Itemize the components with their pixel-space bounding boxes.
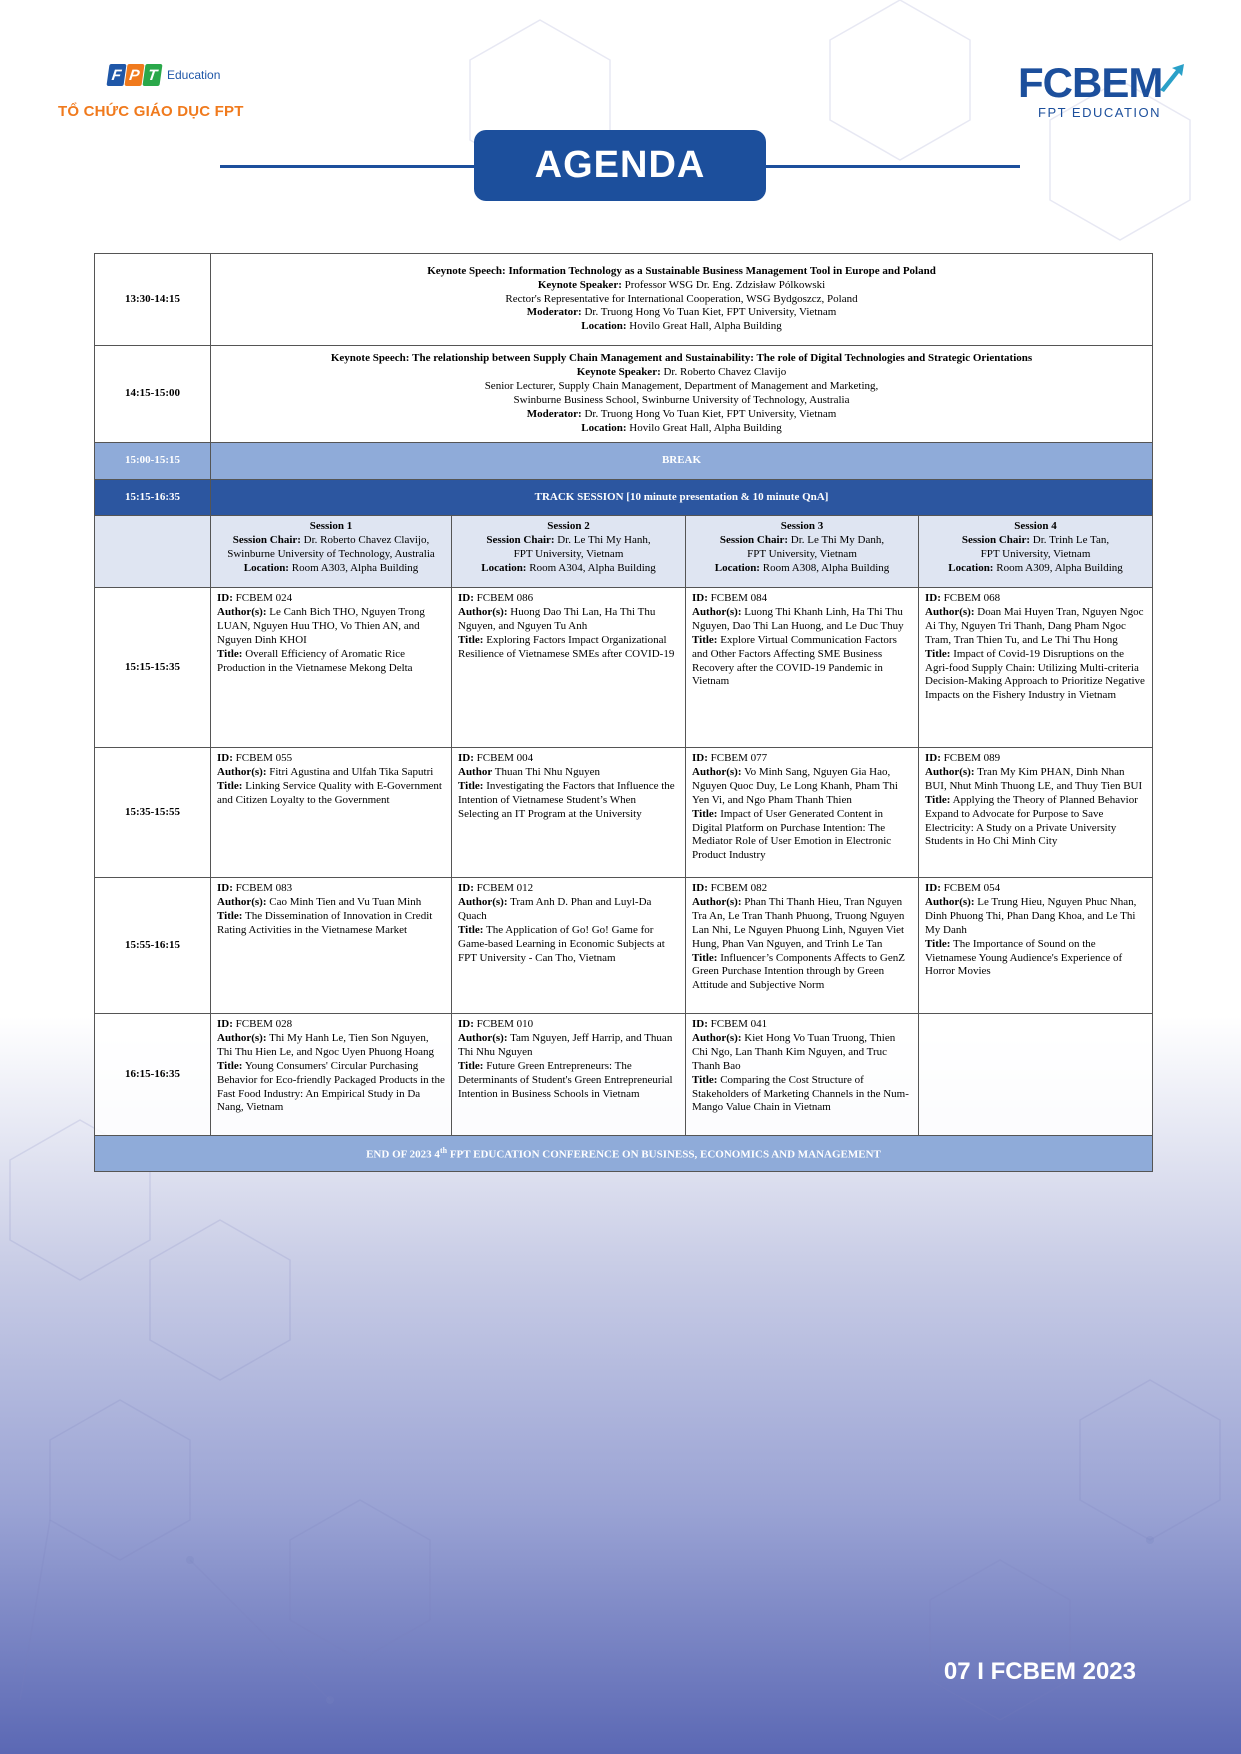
paper-cell: ID: FCBEM 024 Author(s): Le Canh Bich THO, Nguyen Trong LUAN, Nguyen Huu THO, Vo Thien AN, and Nguyen Dinh KHOI Title: Overall Efficiency of Aromatic Rice Production in the Vietnamese Mekong Delta (211, 588, 452, 748)
session-header-row (95, 516, 1153, 588)
speaker-affiliation: Rector's Representative for International Cooperation, WSG Bydgoszcz, Poland (505, 292, 858, 305)
fpt-tile-f: F (106, 64, 126, 86)
paper-authors: Vo Minh Sang, Nguyen Gia Hao, Nguyen Quoc Duy, Le Long Khanh, Pham Thi Yen Vi, and Ngo Pham Thanh Thien (692, 765, 898, 806)
session-header: Session 1 Session Chair: Dr. Roberto Chavez Clavijo, Swinburne University of Technology, Australia Location: Room A303, Alpha Building (211, 516, 452, 588)
keynote-title: The relationship between Supply Chain Management and Sustainability: The role of Digital Technologies and Strategic Orientations (412, 352, 1033, 365)
paper-cell: ID: FCBEM 089 Author(s): Tran My Kim PHAN, Dinh Nhan BUI, Nhut Minh Thuong LE, and Thuy Tien BUI Title: Applying the Theory of Planned Behavior Expand to Advocate for Purpose to Save Electricity: A Study on a Private University Students in Ho Chi Minh City (919, 748, 1153, 878)
keynote-row (95, 346, 1153, 443)
paper-title: Applying the Theory of Planned Behavior Expand to Advocate for Purpose to Save Electricity: A Study on a Private University Students in Ho Chi Minh City (925, 793, 1138, 848)
session-location: Room A304, Alpha Building (529, 561, 656, 574)
time-cell: 15:00-15:15 (95, 443, 211, 480)
organization-name: TỔ CHỨC GIÁO DỤC FPT (58, 103, 244, 120)
paper-title: Overall Efficiency of Aromatic Rice Production in the Vietnamese Mekong Delta (217, 647, 413, 674)
paper-id: FCBEM 089 (943, 752, 1001, 764)
paper-cell: ID: FCBEM 028 Author(s): Thi My Hanh Le, Tien Son Nguyen, Thi Thu Hien Le, and Ngoc Uyen Phuong Hoang Title: Young Consumers' Circular Purchasing Behavior for Eco-friendly Packaged Products in the Fast Food Industry: An Empirical Study in Da Nang, Vietnam (211, 1014, 452, 1136)
paper-authors: Tran My Kim PHAN, Dinh Nhan BUI, Nhut Minh Thuong LE, and Thuy Tien BUI (925, 765, 1143, 792)
session-header: Session 2 Session Chair: Dr. Le Thi My Hanh, FPT University, Vietnam Location: Room A304, Alpha Building (452, 516, 686, 588)
fpt-education-logo (108, 64, 220, 86)
paper-cell: ID: FCBEM 086 Author(s): Huong Dao Thi Lan, Ha Thi Thu Nguyen, and Nguyen Tu Anh Title: Exploring Factors Impact Organizational Resilience of Vietnamese SMEs after COVID-19 (452, 588, 686, 748)
session-chair: Dr. Le Thi My Danh, (790, 533, 885, 546)
paper-title: Investigating the Factors that Influence the Intention of Vietnamese Student’s When Selecting an IT Program at the University (458, 779, 675, 820)
fcbem-logo (1018, 59, 1163, 120)
moderator: Dr. Truong Hong Vo Tuan Kiet, FPT University, Vietnam (584, 306, 837, 319)
paper-cell: ID: FCBEM 041 Author(s): Kiet Hong Vo Tuan Truong, Thien Chi Ngo, Lan Thanh Kim Nguyen, and Truc Thanh Bao Title: Comparing the Cost Structure of Stakeholders of Marketing Channels in the Num-Mango Value Chain in Vietnam (686, 1014, 919, 1136)
paper-title: The Dissemination of Innovation in Credit Rating Activities in the Vietnamese Market (217, 909, 433, 936)
paper-id: FCBEM 082 (710, 882, 768, 894)
paper-authors: Thuan Thi Nhu Nguyen (494, 765, 600, 778)
session-chair: Dr. Trinh Le Tan, (1032, 533, 1110, 546)
session-header: Session 4 Session Chair: Dr. Trinh Le Tan, FPT University, Vietnam Location: Room A309, Alpha Building (919, 516, 1153, 588)
paper-id: FCBEM 086 (476, 592, 534, 604)
break-row (95, 443, 1153, 480)
paper-authors: Le Canh Bich THO, Nguyen Trong LUAN, Nguyen Huu THO, Vo Thien AN, and Nguyen Dinh KHOI (217, 605, 425, 646)
speaker-affiliation: Senior Lecturer, Supply Chain Management, Department of Management and Marketing, (484, 380, 879, 393)
empty-cell (95, 516, 211, 588)
brand-main: FCBEM (1018, 59, 1163, 106)
fpt-tile-p: P (124, 64, 144, 86)
paper-title: Future Green Entrepreneurs: The Determinants of Student's Green Entrepreneurial Intention in Business Schools in Vietnam (458, 1059, 673, 1100)
break-label: BREAK (211, 443, 1153, 480)
session-name: Session 1 (309, 520, 353, 532)
session-location: Room A309, Alpha Building (996, 561, 1123, 574)
paper-cell: ID: FCBEM 083 Author(s): Cao Minh Tien and Vu Tuan Minh Title: The Dissemination of Innovation in Credit Rating Activities in the Vietnamese Market (211, 878, 452, 1014)
paper-authors: Tram Anh D. Phan and Luyl-Da Quach (458, 895, 652, 922)
agenda-table (94, 253, 1153, 1172)
arrow-up-icon (1158, 62, 1186, 92)
page-title: AGENDA (474, 130, 766, 201)
session-affiliation: FPT University, Vietnam (980, 547, 1091, 560)
session-name: Session 2 (547, 520, 590, 532)
paper-row (95, 588, 1153, 748)
brand-sub: FPT EDUCATION (1038, 105, 1162, 120)
paper-title: Influencer’s Components Affects to GenZ Green Purchase Intention through by Green Attitude and Subjective Norm (692, 951, 905, 992)
paper-authors: Fitri Agustina and Ulfah Tika Saputri (269, 765, 434, 778)
paper-cell: ID: FCBEM 054 Author(s): Le Trung Hieu, Nguyen Phuc Nhan, Dinh Phuong Thi, Phan Dang Khoa, and Le Thi My Danh Title: The Importance of Sound on the Vietnamese Young Audience's Experience of Horror Movies (919, 878, 1153, 1014)
time-cell: 15:35-15:55 (95, 748, 211, 878)
paper-id: FCBEM 028 (235, 1018, 293, 1030)
paper-title: Young Consumers' Circular Purchasing Behavior for Eco-friendly Packaged Products in the Fast Food Industry: An Empirical Study in Da Nang, Vietnam (217, 1059, 445, 1114)
paper-id: FCBEM 084 (710, 592, 768, 604)
paper-title: The Importance of Sound on the Vietnamese Young Audience's Experience of Horror Movies (925, 937, 1123, 978)
moderator: Dr. Truong Hong Vo Tuan Kiet, FPT University, Vietnam (584, 407, 837, 420)
paper-id: FCBEM 012 (476, 882, 534, 894)
session-location: Room A303, Alpha Building (291, 561, 419, 574)
paper-title: Linking Service Quality with E-Government and Citizen Loyalty to the Government (217, 779, 442, 806)
keynote-speaker: Dr. Roberto Chavez Clavijo (663, 366, 787, 379)
paper-row (95, 748, 1153, 878)
paper-id: FCBEM 041 (710, 1018, 768, 1030)
time-cell: 15:55-16:15 (95, 878, 211, 1014)
paper-id: FCBEM 004 (476, 752, 534, 764)
paper-authors: Phan Thi Thanh Hieu, Tran Nguyen Tra An, Le Tran Thanh Phuong, Truong Nguyen Lan Nhi, Le Nguyen Phuong Linh, Nguyen Viet Hung, Phan Van Nguyen, and Trinh Le Tan (692, 895, 905, 950)
keynote-speaker: Professor WSG Dr. Eng. Zdzisław Pólkowski (624, 278, 826, 291)
paper-id: FCBEM 077 (710, 752, 768, 764)
location: Hovilo Great Hall, Alpha Building (629, 421, 782, 434)
page-footer: 07 I FCBEM 2023 (943, 1658, 1136, 1685)
time-cell: 15:15-16:35 (95, 480, 211, 516)
session-name: Session 4 (1014, 520, 1057, 532)
paper-title: Explore Virtual Communication Factors and Other Factors Affecting SME Business Recovery after the COVID-19 Pandemic in Vietnam (692, 633, 897, 688)
session-location: Room A308, Alpha Building (762, 561, 890, 574)
paper-id: FCBEM 068 (943, 592, 1001, 604)
paper-cell: ID: FCBEM 055 Author(s): Fitri Agustina and Ulfah Tika Saputri Title: Linking Service Quality with E-Government and Citizen Loyalty to the Government (211, 748, 452, 878)
time-cell: 15:15-15:35 (95, 588, 211, 748)
session-affiliation: FPT University, Vietnam (513, 547, 624, 560)
track-row (95, 480, 1153, 516)
session-header: Session 3 Session Chair: Dr. Le Thi My Danh, FPT University, Vietnam Location: Room A308, Alpha Building (686, 516, 919, 588)
paper-authors: Doan Mai Huyen Tran, Nguyen Ngoc Ai Thy, Nguyen Tri Thanh, Dang Pham Ngoc Tram, Tran Thien Tu, and Le Thi Thu Hong (925, 605, 1144, 646)
paper-authors: Huong Dao Thi Lan, Ha Thi Thu Nguyen, and Nguyen Tu Anh (458, 605, 656, 632)
paper-authors: Thi My Hanh Le, Tien Son Nguyen, Thi Thu Hien Le, and Ngoc Uyen Phuong Hoang (217, 1031, 435, 1058)
paper-id: FCBEM 010 (476, 1018, 534, 1030)
paper-cell: ID: FCBEM 077 Author(s): Vo Minh Sang, Nguyen Gia Hao, Nguyen Quoc Duy, Le Long Khanh, Pham Thi Yen Vi, and Ngo Pham Thanh Thien Title: Impact of User Generated Content in Digital Platform on Purchase Intention: The Mediator Role of User Emotion in Electronic Product Industry (686, 748, 919, 878)
paper-id: FCBEM 083 (235, 882, 293, 894)
keynote-cell: Keynote Speech: The relationship between Supply Chain Management and Sustainability: The role of Digital Technologies and Strategic Orientations Keynote Speaker: Dr. Roberto Chavez Clavijo Senior Lecturer, Supply Chain Management, Department of Management and Marketing, Swinburne Business School, Swinburne University of Technology, Australia Moderator: Dr. Truong Hong Vo Tuan Kiet, FPT University, Vietnam Location: Hovilo Great Hall, Alpha Building (211, 346, 1153, 443)
paper-title: Impact of Covid-19 Disruptions on the Agri-food Supply Chain: Utilizing Multi-criteria Decision-Making Approach to Prioritize Negative Impacts on the Fishery Industry in Vietnam (925, 647, 1145, 702)
time-cell: 14:15-15:00 (95, 346, 211, 443)
paper-authors: Cao Minh Tien and Vu Tuan Minh (269, 895, 422, 908)
empty-paper-cell (919, 1014, 1153, 1136)
fpt-tile-t: T (142, 64, 162, 86)
end-row (95, 1136, 1153, 1172)
paper-cell: ID: FCBEM 012 Author(s): Tram Anh D. Phan and Luyl-Da Quach Title: The Application of Go! Go! Game for Game-based Learning in Economic Subjects at FPT University - Can Tho, Vietnam (452, 878, 686, 1014)
track-label: TRACK SESSION [10 minute presentation & 10 minute QnA] (211, 480, 1153, 516)
paper-authors: Tam Nguyen, Jeff Harrip, and Thuan Thi Nhu Nguyen (458, 1031, 673, 1058)
end-label: END OF 2023 4th FPT EDUCATION CONFERENCE ON BUSINESS, ECONOMICS AND MANAGEMENT (95, 1136, 1153, 1172)
keynote-cell: Keynote Speech: Information Technology as a Sustainable Business Management Tool in Europe and Poland Keynote Speaker: Professor WSG Dr. Eng. Zdzisław Pólkowski Rector's Representative for International Cooperation, WSG Bydgoszcz, Poland Moderator: Dr. Truong Hong Vo Tuan Kiet, FPT University, Vietnam Location: Hovilo Great Hall, Alpha Building (211, 254, 1153, 346)
paper-title: Impact of User Generated Content in Digital Platform on Purchase Intention: The Mediator Role of User Emotion in Electronic Product Industry (692, 807, 892, 862)
paper-title: Comparing the Cost Structure of Stakeholders of Marketing Channels in the Num-Mango Value Chain in Vietnam (692, 1073, 909, 1114)
paper-cell: ID: FCBEM 004 Author Thuan Thi Nhu Nguyen Title: Investigating the Factors that Influence the Intention of Vietnamese Student’s When Selecting an IT Program at the University (452, 748, 686, 878)
location: Hovilo Great Hall, Alpha Building (629, 320, 782, 333)
paper-title: The Application of Go! Go! Game for Game-based Learning in Economic Subjects at FPT University - Can Tho, Vietnam (458, 923, 665, 964)
paper-id: FCBEM 024 (235, 592, 293, 604)
time-cell: 16:15-16:35 (95, 1014, 211, 1136)
paper-cell: ID: FCBEM 084 Author(s): Luong Thi Khanh Linh, Ha Thi Thu Nguyen, Dao Thi Lan Huong, and Le Duc Thuy Title: Explore Virtual Communication Factors and Other Factors Affecting SME Business Recovery after the COVID-19 Pandemic in Vietnam (686, 588, 919, 748)
paper-authors: Luong Thi Khanh Linh, Ha Thi Thu Nguyen, Dao Thi Lan Huong, and Le Duc Thuy (692, 605, 904, 632)
paper-title: Exploring Factors Impact Organizational Resilience of Vietnamese SMEs after COVID-19 (458, 633, 675, 660)
session-affiliation: Swinburne University of Technology, Australia (227, 547, 435, 560)
keynote-row (95, 254, 1153, 346)
keynote-title: Information Technology as a Sustainable Business Management Tool in Europe and Poland (508, 264, 936, 277)
paper-id: FCBEM 055 (235, 752, 293, 764)
session-chair: Dr. Le Thi My Hanh, (557, 533, 651, 546)
time-cell: 13:30-14:15 (95, 254, 211, 346)
paper-cell: ID: FCBEM 010 Author(s): Tam Nguyen, Jeff Harrip, and Thuan Thi Nhu Nguyen Title: Future Green Entrepreneurs: The Determinants of Student's Green Entrepreneurial Intention in Business Schools in Vietnam (452, 1014, 686, 1136)
paper-authors: Le Trung Hieu, Nguyen Phuc Nhan, Dinh Phuong Thi, Phan Dang Khoa, and Le Thi My Danh (925, 895, 1137, 936)
paper-authors: Kiet Hong Vo Tuan Truong, Thien Chi Ngo, Lan Thanh Kim Nguyen, and Truc Thanh Bao (692, 1031, 896, 1072)
paper-cell: ID: FCBEM 068 Author(s): Doan Mai Huyen Tran, Nguyen Ngoc Ai Thy, Nguyen Tri Thanh, Dang Pham Ngoc Tram, Tran Thien Tu, and Le Thi Thu Hong Title: Impact of Covid-19 Disruptions on the Agri-food Supply Chain: Utilizing Multi-criteria Decision-Making Approach to Prioritize Negative Impacts on the Fishery Industry in Vietnam (919, 588, 1153, 748)
session-affiliation: FPT University, Vietnam (747, 547, 857, 560)
paper-row (95, 878, 1153, 1014)
paper-cell: ID: FCBEM 082 Author(s): Phan Thi Thanh Hieu, Tran Nguyen Tra An, Le Tran Thanh Phuong, Truong Nguyen Lan Nhi, Le Nguyen Phuong Linh, Nguyen Viet Hung, Phan Van Nguyen, and Trinh Le Tan Title: Influencer’s Components Affects to GenZ Green Purchase Intention through by Green Attitude and Subjective Norm (686, 878, 919, 1014)
fpt-education-label: Education (167, 68, 221, 82)
session-name: Session 3 (780, 520, 824, 532)
session-chair: Dr. Roberto Chavez Clavijo, (303, 533, 430, 546)
paper-id: FCBEM 054 (943, 882, 1001, 894)
paper-row (95, 1014, 1153, 1136)
speaker-affiliation: Swinburne Business School, Swinburne University of Technology, Australia (513, 394, 850, 406)
